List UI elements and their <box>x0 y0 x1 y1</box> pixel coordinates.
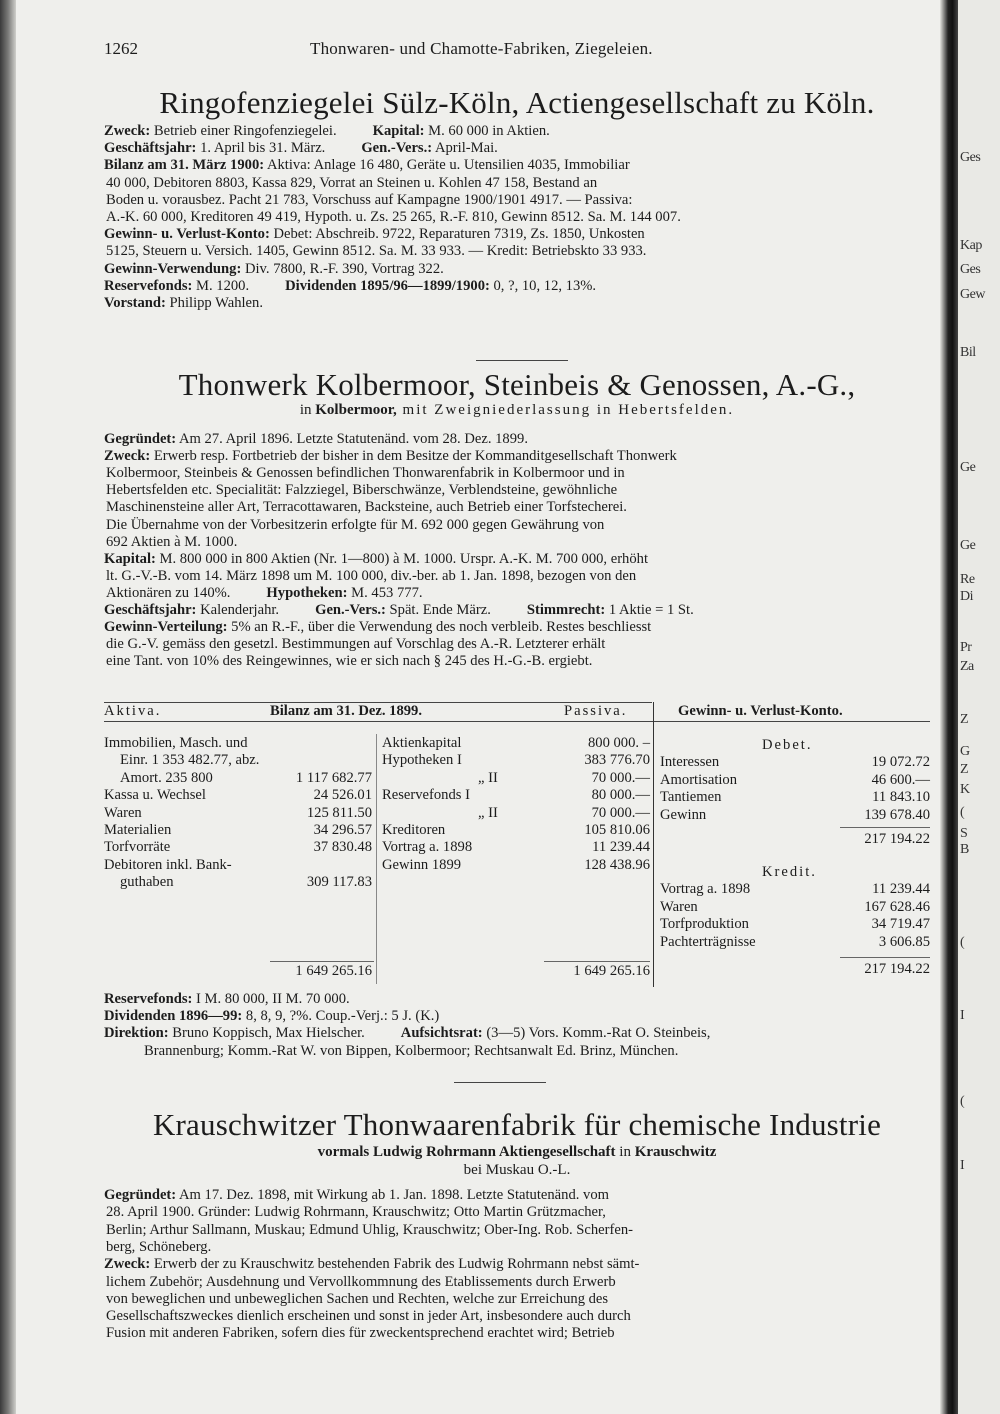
text-line <box>106 482 932 499</box>
aktiva-item-label: Waren <box>104 804 142 821</box>
text-line <box>104 431 930 448</box>
field-label: Gen.-Vers.: <box>361 140 433 157</box>
aktiva-label: Aktiva. <box>104 703 162 719</box>
field-value: Hebertsfelden etc. Specialität: Falzziegel, Biberschwänze, Verblendsteine, gewöhnliche <box>106 482 618 499</box>
company3-subtitle <box>104 1144 930 1161</box>
field-label: Geschäftsjahr: <box>104 140 197 157</box>
text-line <box>106 1274 932 1291</box>
field-value: M. 800 000 in 800 Aktien (Nr. 1—800) à M. 1000. Urspr. A.-K. M. 700 000, erhöht <box>155 550 649 567</box>
balance-guv-divider <box>653 702 654 987</box>
aktiva-item-label: Torfvorräte <box>104 839 171 856</box>
aktiva-item-label: Einr. 1 353 482.77, abz. <box>120 752 260 769</box>
field-label: Stimmrecht: <box>526 602 606 618</box>
text-line <box>106 517 932 534</box>
text-line <box>104 1187 930 1204</box>
field-label: Zweck: <box>104 123 151 139</box>
field-value: 1. April bis 31. März. <box>196 140 326 157</box>
adjacent-page-edge <box>958 0 1000 1414</box>
field-label: Reservefonds: <box>104 991 193 1007</box>
kredit-item-value: 34 719.47 <box>871 916 930 933</box>
page-number: 1262 <box>104 39 138 58</box>
field-value: 1 Aktie = 1 St. <box>605 602 694 618</box>
debet-item-label: Interessen <box>660 754 720 770</box>
field-value: Am 17. Dez. 1898, mit Wirkung ab 1. Jan. 1898. Letzte Statutenänd. vom <box>176 1187 609 1203</box>
margin-fragment: Za <box>960 659 974 674</box>
text-line <box>104 295 930 312</box>
margin-fragment: S <box>960 826 968 841</box>
text-line <box>104 1256 930 1273</box>
text-line <box>104 123 930 140</box>
field-value: eine Tant. von 10% des Reingewinnes, wie er sich nach § 245 des H.-G.-B. ergiebt. <box>106 653 593 670</box>
passiva-item-label: Gewinn 1899 <box>382 856 462 873</box>
text-line <box>144 1043 970 1060</box>
margin-fragment: ( <box>960 935 965 950</box>
margin-fragment: K <box>960 782 970 797</box>
text-line <box>106 192 932 209</box>
passiva-item-label: Kreditoren <box>382 822 446 838</box>
kredit-item-label: Pachterträgnisse <box>660 933 756 950</box>
margin-fragment: Z <box>960 712 969 727</box>
balance-title: Bilanz am 31. Dez. 1899. <box>270 703 423 719</box>
margin-fragment: Re <box>960 572 975 587</box>
passiva-item-value: 70 000.— <box>591 769 650 786</box>
margin-fragment: I <box>960 1158 965 1173</box>
passiva-item-label: „ II <box>478 804 498 821</box>
passiva-item-value: 11 239.44 <box>592 839 650 856</box>
field-value: Brannenburg; Komm.-Rat W. von Bippen, Kolbermoor; Rechtsanwalt Ed. Brinz, München. <box>144 1042 679 1059</box>
debet-item-label: Tantiemen <box>660 789 722 806</box>
field-label: Dividenden 1896—99: <box>104 1008 243 1025</box>
field-label: Vorstand: <box>104 295 166 311</box>
subtitle-in: in <box>615 1144 635 1160</box>
field-value: Fusion mit anderen Fabriken, sofern dies für zweckentsprechend erachtet wird; Betrieb <box>106 1325 615 1342</box>
sum-rule <box>270 961 374 962</box>
running-title: Thonwaren- und Chamotte-Fabriken, Ziegeleien. <box>310 39 653 58</box>
field-value: 0, ?, 10, 12, 13%. <box>489 277 597 294</box>
margin-fragment: Ge <box>960 460 976 475</box>
field-value: Kolbermoor, Steinbeis & Genossen befindlichen Thonwarenfabrik in Kolbermoor und in <box>106 465 625 482</box>
field-value: von beweglichen und unbeweglichen Sachen und Rechten, welche zur Erreichung des <box>106 1290 609 1307</box>
passiva-total: 1 649 265.16 <box>573 963 650 979</box>
text-line <box>106 1222 932 1239</box>
aktiva-item-label: Amort. 235 800 <box>120 769 213 786</box>
text-line <box>106 1204 932 1221</box>
aktiva-total: 1 649 265.16 <box>295 963 372 979</box>
field-label: Gegründet: <box>104 1187 177 1203</box>
field-value: (3—5) Vors. Komm.-Rat O. Steinbeis, <box>482 1025 711 1042</box>
company1-title: Ringofenziegelei Sülz-Köln, Actiengesellschaft zu Köln. <box>159 85 875 120</box>
debet-item-value: 19 072.72 <box>871 754 930 770</box>
field-value: Maschinensteine aller Art, Terracottawaren, Backsteine, auch Betrieb einer Torfstecherei. <box>106 499 627 516</box>
passiva-item-label: Aktienkapital <box>382 735 462 751</box>
field-value: Debet: Abschreib. 9722, Reparaturen 7319, Zs. 1850, Unkosten <box>269 226 645 243</box>
field-value: Erwerb resp. Fortbetrieb der bisher in dem Besitze der Kommanditgesellschaft Thonwerk <box>150 448 677 465</box>
text-line <box>104 1008 930 1025</box>
company3-subtitle2: bei Muskau O.-L. <box>463 1162 571 1178</box>
field-value: berg, Schöneberg. <box>106 1238 212 1255</box>
margin-fragment: Gew <box>960 287 985 302</box>
sum-rule <box>840 957 930 958</box>
field-value: lt. G.-V.-B. vom 14. März 1898 um M. 100 000, div.-ber. ab 1. Jan. 1898, bezogen von den <box>106 567 637 584</box>
company3-title: Krauschwitzer Thonwaarenfabrik für chemische Industrie <box>152 1107 882 1142</box>
subtitle-place: Krauschwitz <box>634 1144 717 1160</box>
text-line <box>106 465 932 482</box>
guv-title: Gewinn- u. Verlust-Konto. <box>678 703 843 719</box>
aktiva-item-value: 125 811.50 <box>306 804 372 821</box>
separator-rule <box>476 360 568 361</box>
text-line <box>106 175 932 192</box>
kredit-item-label: Waren <box>660 898 698 915</box>
text-line <box>106 209 932 226</box>
debet-item-value: 11 843.10 <box>872 789 930 806</box>
margin-fragment: Di <box>960 589 973 604</box>
debet-item-value: 139 678.40 <box>864 806 930 823</box>
debet-item-label: Gewinn <box>660 806 707 823</box>
text-line <box>106 243 932 260</box>
passiva-item-label: „ II <box>478 769 498 786</box>
passiva-item-label: Hypotheken I <box>382 752 462 769</box>
debet-total: 217 194.22 <box>864 831 930 847</box>
margin-fragment: ( <box>960 805 965 820</box>
aktiva-item-label: guthaben <box>120 874 174 891</box>
text-line <box>106 534 932 551</box>
field-value: A.-K. 60 000, Kreditoren 49 419, Hypoth. u. Zs. 25 265, R.-F. 810, Gewinn 8512. Sa. M. 144 007. <box>106 209 681 225</box>
text-line <box>104 140 930 157</box>
separator-rule-2 <box>454 1082 546 1083</box>
text-line <box>106 653 932 670</box>
passiva-item-value: 128 438.96 <box>584 856 650 873</box>
field-label: Zweck: <box>104 1256 151 1273</box>
field-value: M. 1200. <box>192 277 250 294</box>
margin-fragment: Kap <box>960 238 982 253</box>
aktiva-item-label: Kassa u. Wechsel <box>104 787 206 804</box>
company2-subtitle <box>104 402 930 419</box>
text-line <box>104 619 930 636</box>
field-value: lichem Zubehör; Ausdehnung und Vervollkommnung des Etablissements durch Erwerb <box>106 1273 616 1290</box>
text-line <box>104 226 930 243</box>
field-value: Boden u. vorausbez. Pacht 21 783, Vorschuss auf Kampagne 1900/1901 4917. — Passiva: <box>106 191 633 208</box>
subtitle-branch: mit Zweigniederlassung in Hebertsfelden. <box>396 402 735 418</box>
field-value: Am 27. April 1896. Letzte Statutenänd. vom 28. Dez. 1899. <box>176 431 528 447</box>
margin-fragment: Pr <box>960 640 972 655</box>
text-line <box>104 602 930 619</box>
text-line <box>106 568 932 585</box>
aktiva-item-label: Materialien <box>104 822 172 838</box>
field-label: Bilanz am 31. März 1900: <box>104 157 265 174</box>
field-value: Berlin; Arthur Sallmann, Muskau; Edmund Uhlig, Krauschwitz; Ober-Ing. Rob. Scherfen- <box>106 1221 634 1238</box>
field-value: 40 000, Debitoren 8803, Kassa 829, Vorrat an Steinen u. Kohlen 47 158, Bestand an <box>106 174 598 191</box>
field-label: Dividenden 1895/96—1899/1900: <box>285 277 490 294</box>
field-value: Philipp Wahlen. <box>165 295 263 311</box>
aktiva-item-value: 1 117 682.77 <box>295 769 372 786</box>
field-value: die G.-V. gemäss den gesetzl. Bestimmungen auf Vorschlag des A.-R. Letzterer erhält <box>106 636 606 653</box>
text-line <box>106 499 932 516</box>
field-label: Reservefonds: <box>104 277 193 294</box>
field-value: 5% an R.-F., über die Verwendung des noch verbleib. Restes beschliesst <box>227 619 652 636</box>
field-label: Direktion: <box>104 1025 169 1042</box>
aktiva-item-value: 309 117.83 <box>306 874 372 891</box>
text-line <box>106 1291 932 1308</box>
text-line <box>104 261 930 278</box>
text-line <box>104 448 930 465</box>
company2-title: Thonwerk Kolbermoor, Steinbeis & Genossen, A.-G., <box>178 367 856 402</box>
field-label: Geschäftsjahr: <box>104 602 197 618</box>
aktiva-item-label: Debitoren inkl. Bank- <box>104 856 232 873</box>
kredit-label: Kredit. <box>762 864 817 880</box>
kredit-item-value: 11 239.44 <box>872 881 930 897</box>
field-value: 692 Aktien à M. 1000. <box>106 533 238 550</box>
sum-rule <box>544 961 650 962</box>
field-value: Gesellschaftszweckes dienlich erscheinen und sonst in jeder Art, insbesondere auch durch <box>106 1308 631 1325</box>
field-value: 28. April 1900. Gründer: Ludwig Rohrmann, Krauschwitz; Otto Martin Grützmacher, <box>106 1204 606 1221</box>
text-line <box>106 1325 932 1342</box>
kredit-item-value: 167 628.46 <box>864 898 930 915</box>
margin-fragment: Ges <box>960 262 981 277</box>
field-value: Div. 7800, R.-F. 390, Vortrag 322. <box>241 260 444 277</box>
aktiva-item-value: 24 526.01 <box>313 787 372 804</box>
field-label: Gen.-Vers.: <box>315 602 386 618</box>
field-value: Die Übernahme von der Vorbesitzerin erfolgte für M. 692 000 gegen Gewährung von <box>106 516 605 533</box>
debet-label: Debet. <box>762 737 813 753</box>
aktiva-item-value: 34 296.57 <box>313 822 372 838</box>
scan-edge-left <box>0 0 16 1414</box>
margin-fragment: B <box>960 842 969 857</box>
text-line <box>106 1308 932 1325</box>
field-value: Betrieb einer Ringofenziegelei. <box>150 123 337 139</box>
margin-fragment: I <box>960 1008 965 1023</box>
passiva-item-value: 80 000.— <box>591 787 650 804</box>
field-value: I M. 80 000, II M. 70 000. <box>192 991 350 1007</box>
text-line <box>104 1025 930 1042</box>
field-label: Kapital: <box>104 550 156 567</box>
subtitle-place: Kolbermoor, <box>315 402 397 418</box>
field-label: Gewinn- u. Verlust-Konto: <box>104 226 270 243</box>
margin-fragment: G <box>960 744 970 759</box>
margin-fragment: Ge <box>960 538 976 553</box>
aktiva-item-label: Immobilien, Masch. und <box>104 735 248 751</box>
debet-item-label: Amortisation <box>660 771 738 788</box>
margin-fragment: Bil <box>960 345 976 360</box>
field-value: Erwerb der zu Krauschwitz bestehenden Fabrik des Ludwig Rohrmann nebst sämt- <box>150 1256 640 1273</box>
field-label: Gewinn-Verwendung: <box>104 260 242 277</box>
field-value: 8, 8, 9, ?%. Coup.-Verj.: 5 J. (K.) <box>242 1008 440 1025</box>
field-value: Bruno Koppisch, Max Hielscher. <box>168 1025 365 1042</box>
text-line <box>106 636 932 653</box>
subtitle-former-name: vormals Ludwig Rohrmann Aktiengesellschaft <box>317 1144 616 1160</box>
passiva-item-value: 383 776.70 <box>584 752 650 769</box>
passiva-item-value: 105 810.06 <box>584 822 650 838</box>
text-line <box>104 278 930 295</box>
subtitle-prefix: in <box>299 402 316 418</box>
kredit-total: 217 194.22 <box>864 961 930 977</box>
field-label: Aufsichtsrat: <box>400 1025 483 1042</box>
kredit-item-value: 3 606.85 <box>878 933 930 950</box>
field-label: Hypotheken: <box>266 584 348 601</box>
balance-header-rule <box>104 721 930 722</box>
sum-rule <box>840 827 930 828</box>
aktiva-passiva-divider <box>376 734 377 984</box>
field-value: Aktionären zu 140%. <box>106 584 231 601</box>
passiva-label: Passiva. <box>564 703 628 719</box>
text-line <box>104 157 930 174</box>
document-page <box>104 0 930 1414</box>
field-value: April-Mai. <box>432 140 498 157</box>
field-label: Kapital: <box>372 123 425 139</box>
text-line <box>104 991 930 1008</box>
text-line <box>104 551 930 568</box>
text-line <box>106 585 932 602</box>
kredit-item-label: Vortrag a. 1898 <box>660 881 751 897</box>
field-value: Kalenderjahr. <box>196 602 280 618</box>
text-line <box>106 1239 932 1256</box>
margin-fragment: ( <box>960 1094 965 1109</box>
field-value: M. 60 000 in Aktien. <box>424 123 550 139</box>
field-value: Spät. Ende März. <box>385 602 491 618</box>
passiva-item-label: Vortrag a. 1898 <box>382 839 473 856</box>
aktiva-item-value: 37 830.48 <box>313 839 372 856</box>
passiva-item-value: 800 000. – <box>587 735 650 751</box>
field-label: Zweck: <box>104 448 151 465</box>
book-gutter <box>940 0 958 1414</box>
field-value: Aktiva: Anlage 16 480, Geräte u. Utensilien 4035, Immobiliar <box>264 157 630 174</box>
debet-item-value: 46 600.— <box>871 771 930 788</box>
passiva-item-label: Reservefonds I <box>382 787 470 804</box>
field-value: M. 453 777. <box>347 584 423 601</box>
margin-fragment: Z <box>960 762 969 777</box>
passiva-item-value: 70 000.— <box>591 804 650 821</box>
margin-fragment: Ges <box>960 150 981 165</box>
field-value: 5125, Steuern u. Versich. 1405, Gewinn 8512. Sa. M. 33 933. — Kredit: Betriebskto 33 933. <box>106 243 647 260</box>
kredit-item-label: Torfproduktion <box>660 916 749 933</box>
field-label: Gegründet: <box>104 431 177 447</box>
field-label: Gewinn-Verteilung: <box>104 619 228 636</box>
